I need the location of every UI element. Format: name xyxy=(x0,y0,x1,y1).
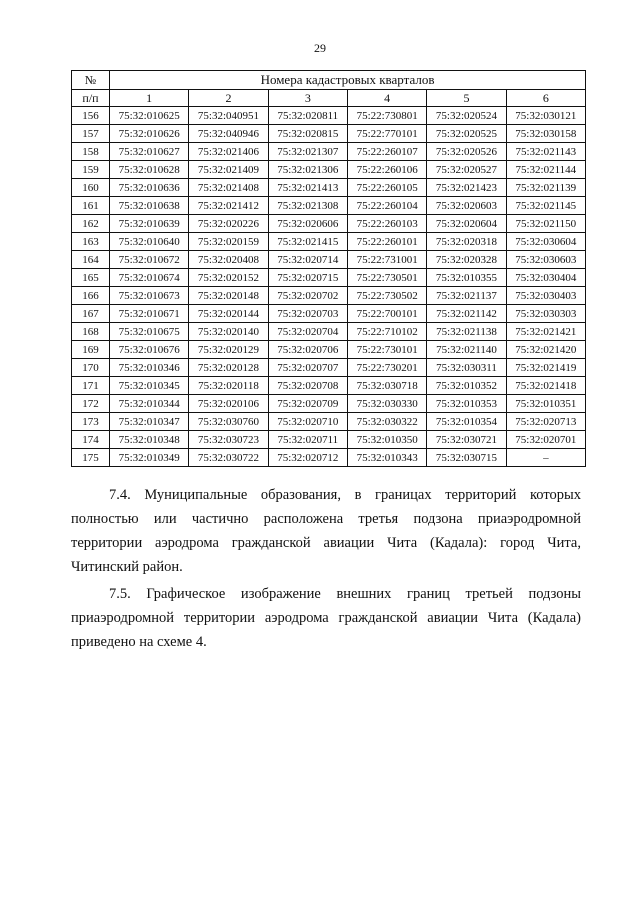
cadastral-number-cell: 75:32:020148 xyxy=(189,287,268,305)
page-number: 29 xyxy=(314,41,326,55)
cadastral-number-cell: 75:32:020318 xyxy=(427,233,506,251)
cadastral-number-cell: 75:32:010347 xyxy=(110,413,189,431)
table-row xyxy=(72,377,586,395)
cadastral-number-cell: 75:22:730501 xyxy=(347,269,426,287)
table-row xyxy=(72,449,586,467)
cadastral-number-cell: 75:32:020152 xyxy=(189,269,268,287)
cadastral-number-cell: 75:32:030303 xyxy=(506,305,585,323)
cadastral-number-cell: 75:32:021406 xyxy=(189,143,268,161)
cadastral-number-cell: 75:32:010672 xyxy=(110,251,189,269)
cadastral-number-cell: 75:32:021145 xyxy=(506,197,585,215)
cadastral-number-cell: 75:32:010628 xyxy=(110,161,189,179)
cadastral-number-cell: 75:32:030603 xyxy=(506,251,585,269)
row-number-cell: 159 xyxy=(72,161,110,179)
cadastral-number-cell: 75:32:020128 xyxy=(189,359,268,377)
cadastral-number-cell: 75:32:010351 xyxy=(506,395,585,413)
column-number-header: 2 xyxy=(189,90,268,107)
cadastral-number-cell: 75:32:020106 xyxy=(189,395,268,413)
cadastral-number-cell: 75:22:260104 xyxy=(347,197,426,215)
cadastral-number-cell: 75:32:010640 xyxy=(110,233,189,251)
cadastral-number-cell: 75:32:020711 xyxy=(268,431,347,449)
cadastral-number-cell: 75:32:010344 xyxy=(110,395,189,413)
cadastral-number-cell: 75:32:021142 xyxy=(427,305,506,323)
cadastral-number-cell: 75:32:030718 xyxy=(347,377,426,395)
cadastral-number-cell: 75:32:010639 xyxy=(110,215,189,233)
row-number-cell: 158 xyxy=(72,143,110,161)
cadastral-number-cell: 75:32:021423 xyxy=(427,179,506,197)
paragraph-line: приаэродромной территории аэродрома гражданской авиации Чита (Кадала) xyxy=(71,610,581,626)
cadastral-number-cell: 75:32:010673 xyxy=(110,287,189,305)
cadastral-number-cell: 75:32:010671 xyxy=(110,305,189,323)
table-row xyxy=(72,287,586,305)
cadastral-number-cell: 75:32:040946 xyxy=(189,125,268,143)
paragraph-7-5 xyxy=(71,582,581,654)
cadastral-number-cell: 75:32:021140 xyxy=(427,341,506,359)
cadastral-number-cell: 75:32:030760 xyxy=(189,413,268,431)
cadastral-number-cell: 75:22:710102 xyxy=(347,323,426,341)
row-number-cell: 162 xyxy=(72,215,110,233)
table-row xyxy=(72,215,586,233)
cadastral-number-cell: 75:32:010348 xyxy=(110,431,189,449)
cadastral-number-cell: 75:32:021139 xyxy=(506,179,585,197)
table-row xyxy=(72,431,586,449)
cadastral-number-cell: 75:32:010627 xyxy=(110,143,189,161)
row-number-cell: 166 xyxy=(72,287,110,305)
paragraph-line: 7.5. Графическое изображение внешних границ третьей подзоны xyxy=(109,586,581,602)
cadastral-number-cell: 75:32:021144 xyxy=(506,161,585,179)
paragraph-line: Читинский район. xyxy=(71,559,183,575)
row-number-cell: 167 xyxy=(72,305,110,323)
cadastral-number-cell: 75:32:010674 xyxy=(110,269,189,287)
cadastral-number-cell: 75:32:040951 xyxy=(189,107,268,125)
cadastral-number-cell: 75:32:020703 xyxy=(268,305,347,323)
table-row xyxy=(72,413,586,431)
cadastral-number-cell: 75:32:021408 xyxy=(189,179,268,197)
table-header-row-bottom xyxy=(72,90,586,107)
cadastral-number-cell: 75:32:021420 xyxy=(506,341,585,359)
cadastral-number-cell: 75:32:021137 xyxy=(427,287,506,305)
cadastral-number-cell: 75:32:010625 xyxy=(110,107,189,125)
row-number-cell: 173 xyxy=(72,413,110,431)
cadastral-number-cell: 75:32:010626 xyxy=(110,125,189,143)
table-row xyxy=(72,395,586,413)
row-number-cell: 175 xyxy=(72,449,110,467)
cadastral-number-cell: 75:32:030330 xyxy=(347,395,426,413)
cadastral-number-cell: 75:32:020606 xyxy=(268,215,347,233)
cadastral-number-cell: 75:22:730502 xyxy=(347,287,426,305)
table-row xyxy=(72,269,586,287)
cadastral-number-cell: 75:22:260103 xyxy=(347,215,426,233)
cadastral-number-cell: 75:32:030715 xyxy=(427,449,506,467)
cadastral-number-cell: 75:32:021150 xyxy=(506,215,585,233)
cadastral-number-cell: 75:32:030404 xyxy=(506,269,585,287)
cadastral-numbers-header: Номера кадастровых кварталов xyxy=(110,71,586,90)
cadastral-number-cell: 75:32:021419 xyxy=(506,359,585,377)
cadastral-number-cell: 75:32:030723 xyxy=(189,431,268,449)
cadastral-number-cell: 75:32:030311 xyxy=(427,359,506,377)
cadastral-number-cell: 75:32:030403 xyxy=(506,287,585,305)
cadastral-number-cell: 75:32:021306 xyxy=(268,161,347,179)
cadastral-number-cell: 75:32:021307 xyxy=(268,143,347,161)
column-number-header: 6 xyxy=(506,90,585,107)
row-number-cell: 171 xyxy=(72,377,110,395)
cadastral-number-cell: 75:32:030604 xyxy=(506,233,585,251)
cadastral-number-cell: 75:22:260106 xyxy=(347,161,426,179)
cadastral-number-cell: 75:32:010676 xyxy=(110,341,189,359)
cadastral-number-cell: 75:32:030158 xyxy=(506,125,585,143)
table-row xyxy=(72,143,586,161)
cadastral-number-cell: 75:32:020708 xyxy=(268,377,347,395)
cadastral-number-cell: 75:32:010353 xyxy=(427,395,506,413)
paragraph-line: приведено на схеме 4. xyxy=(71,634,207,650)
cadastral-number-cell: 75:22:700101 xyxy=(347,305,426,323)
cadastral-number-cell: 75:32:021412 xyxy=(189,197,268,215)
cadastral-number-cell: 75:32:020702 xyxy=(268,287,347,305)
table-row xyxy=(72,251,586,269)
cadastral-number-cell: 75:32:020129 xyxy=(189,341,268,359)
cadastral-number-cell: 75:32:020701 xyxy=(506,431,585,449)
cadastral-number-cell: 75:32:010350 xyxy=(347,431,426,449)
row-number-cell: 157 xyxy=(72,125,110,143)
cadastral-number-cell: 75:32:010636 xyxy=(110,179,189,197)
column-number-header: 4 xyxy=(347,90,426,107)
row-number-cell: 169 xyxy=(72,341,110,359)
cadastral-number-cell: 75:32:030722 xyxy=(189,449,268,467)
cadastral-number-cell: 75:32:010675 xyxy=(110,323,189,341)
cadastral-number-cell: 75:22:260107 xyxy=(347,143,426,161)
cadastral-number-cell: 75:32:030322 xyxy=(347,413,426,431)
cadastral-number-cell: 75:32:020144 xyxy=(189,305,268,323)
table-header xyxy=(72,71,586,107)
cadastral-number-cell: 75:32:020704 xyxy=(268,323,347,341)
table-row xyxy=(72,161,586,179)
table-row xyxy=(72,125,586,143)
cadastral-number-cell: 75:32:020713 xyxy=(506,413,585,431)
table-row xyxy=(72,107,586,125)
cadastral-number-cell: 75:32:020328 xyxy=(427,251,506,269)
column-number-header: 1 xyxy=(110,90,189,107)
cadastral-number-cell: 75:32:020525 xyxy=(427,125,506,143)
paragraph-line: территории аэродрома гражданской авиации Чита (Кадала): город Чита, xyxy=(71,535,581,551)
cadastral-number-cell: 75:32:020527 xyxy=(427,161,506,179)
cadastral-number-cell: 75:32:020707 xyxy=(268,359,347,377)
cadastral-number-cell: 75:32:010355 xyxy=(427,269,506,287)
cadastral-number-cell: 75:32:020709 xyxy=(268,395,347,413)
cadastral-number-cell: 75:32:020159 xyxy=(189,233,268,251)
row-number-cell: 168 xyxy=(72,323,110,341)
cadastral-number-cell: 75:32:020815 xyxy=(268,125,347,143)
cadastral-number-cell: 75:32:021409 xyxy=(189,161,268,179)
cadastral-number-cell: 75:32:020603 xyxy=(427,197,506,215)
row-number-header-bottom: п/п xyxy=(72,90,110,107)
cadastral-number-cell: 75:22:260105 xyxy=(347,179,426,197)
cadastral-number-cell: 75:22:730801 xyxy=(347,107,426,125)
cadastral-number-cell: 75:32:020715 xyxy=(268,269,347,287)
table-body xyxy=(72,107,586,467)
cadastral-number-cell: 75:32:020604 xyxy=(427,215,506,233)
row-number-cell: 165 xyxy=(72,269,110,287)
cadastral-number-cell: 75:22:730201 xyxy=(347,359,426,377)
table-row xyxy=(72,305,586,323)
cadastral-number-cell: 75:32:020714 xyxy=(268,251,347,269)
paragraph-line: полностью или частично расположена третья подзона приаэродромной xyxy=(71,511,581,527)
row-number-cell: 163 xyxy=(72,233,110,251)
table-row xyxy=(72,359,586,377)
cadastral-number-cell: 75:32:020140 xyxy=(189,323,268,341)
cadastral-number-cell: 75:32:010343 xyxy=(347,449,426,467)
paragraph-7-4 xyxy=(71,483,581,579)
table-row xyxy=(72,341,586,359)
cadastral-number-cell: 75:22:730101 xyxy=(347,341,426,359)
cadastral-number-cell: 75:32:010354 xyxy=(427,413,506,431)
cadastral-number-cell: 75:32:020811 xyxy=(268,107,347,125)
row-number-cell: 174 xyxy=(72,431,110,449)
cadastral-number-cell: – xyxy=(506,449,585,467)
cadastral-number-cell: 75:32:021421 xyxy=(506,323,585,341)
cadastral-number-cell: 75:32:010346 xyxy=(110,359,189,377)
cadastral-number-cell: 75:32:030721 xyxy=(427,431,506,449)
cadastral-number-cell: 75:32:021143 xyxy=(506,143,585,161)
column-number-header: 3 xyxy=(268,90,347,107)
cadastral-number-cell: 75:32:021308 xyxy=(268,197,347,215)
cadastral-number-cell: 75:32:010345 xyxy=(110,377,189,395)
table-row xyxy=(72,323,586,341)
cadastral-number-cell: 75:32:020526 xyxy=(427,143,506,161)
table-row xyxy=(72,233,586,251)
cadastral-number-cell: 75:32:020706 xyxy=(268,341,347,359)
row-number-cell: 170 xyxy=(72,359,110,377)
row-number-cell: 156 xyxy=(72,107,110,125)
row-number-cell: 161 xyxy=(72,197,110,215)
cadastral-number-cell: 75:22:731001 xyxy=(347,251,426,269)
cadastral-number-cell: 75:32:021413 xyxy=(268,179,347,197)
cadastral-number-cell: 75:22:260101 xyxy=(347,233,426,251)
cadastral-number-cell: 75:32:020710 xyxy=(268,413,347,431)
paragraph-line: 7.4. Муниципальные образования, в границах территорий которых xyxy=(109,487,581,503)
table-row xyxy=(72,179,586,197)
cadastral-number-cell: 75:22:770101 xyxy=(347,125,426,143)
cadastral-number-cell: 75:32:030121 xyxy=(506,107,585,125)
cadastral-number-cell: 75:32:010638 xyxy=(110,197,189,215)
row-number-header-top: № xyxy=(72,71,110,90)
cadastral-number-cell: 75:32:021138 xyxy=(427,323,506,341)
cadastral-number-cell: 75:32:021418 xyxy=(506,377,585,395)
table-row xyxy=(72,197,586,215)
cadastral-quarters-table xyxy=(71,70,586,467)
cadastral-number-cell: 75:32:020118 xyxy=(189,377,268,395)
cadastral-number-cell: 75:32:010349 xyxy=(110,449,189,467)
cadastral-number-cell: 75:32:020226 xyxy=(189,215,268,233)
cadastral-number-cell: 75:32:010352 xyxy=(427,377,506,395)
cadastral-number-cell: 75:32:020712 xyxy=(268,449,347,467)
cadastral-number-cell: 75:32:021415 xyxy=(268,233,347,251)
column-number-header: 5 xyxy=(427,90,506,107)
cadastral-number-cell: 75:32:020408 xyxy=(189,251,268,269)
row-number-cell: 172 xyxy=(72,395,110,413)
row-number-cell: 164 xyxy=(72,251,110,269)
row-number-cell: 160 xyxy=(72,179,110,197)
table-header-row-top xyxy=(72,71,586,90)
cadastral-number-cell: 75:32:020524 xyxy=(427,107,506,125)
